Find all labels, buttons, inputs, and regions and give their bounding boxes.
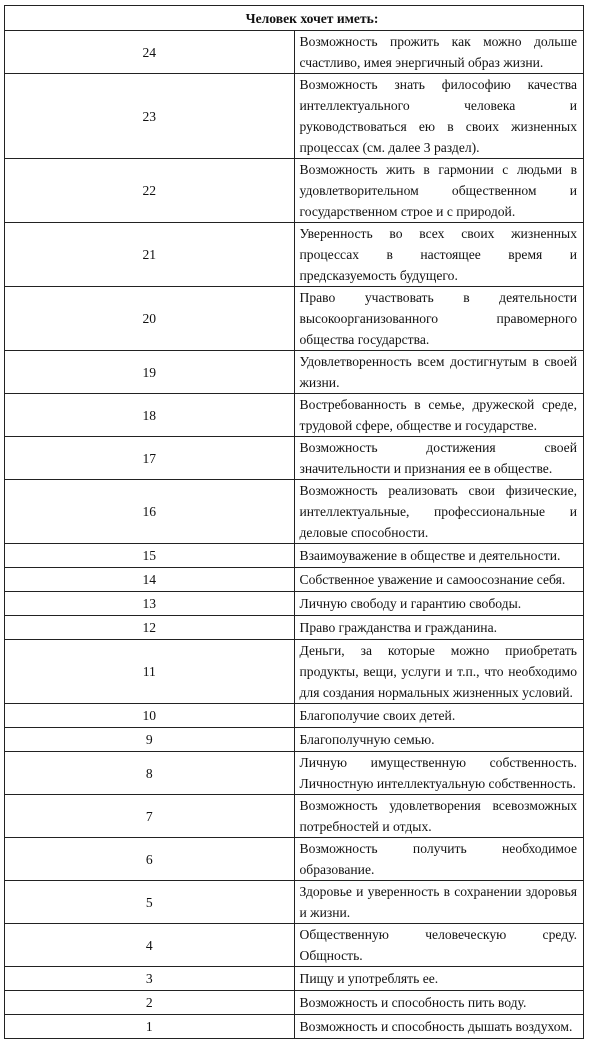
row-number: 4: [5, 924, 295, 967]
row-text: Благополучную семью.: [294, 728, 584, 752]
table-row: [5, 881, 584, 924]
table-row: [5, 1015, 584, 1039]
row-text: Возможность достижения своей значительности и признания ее в обществе.: [294, 437, 584, 480]
row-text: Возможность и способность пить воду.: [294, 991, 584, 1015]
table-row: [5, 752, 584, 795]
table-row: [5, 967, 584, 991]
row-number: 20: [5, 287, 295, 351]
row-text: Удовлетворенность всем достигнутым в своей жизни.: [294, 351, 584, 394]
row-text: Благополучие своих детей.: [294, 704, 584, 728]
row-text: Право участвовать в деятельности высокоорганизованного правомерного общества государства.: [294, 287, 584, 351]
row-text: Возможность прожить как можно дольше счастливо, имея энергичный образ жизни.: [294, 31, 584, 74]
row-number: 18: [5, 394, 295, 437]
table-row: [5, 728, 584, 752]
header-row: [5, 6, 584, 31]
table-row: [5, 592, 584, 616]
table-row: [5, 616, 584, 640]
row-text: Общественную человеческую среду. Общность.: [294, 924, 584, 967]
table-row: [5, 159, 584, 223]
table-row: [5, 223, 584, 287]
table-row: [5, 31, 584, 74]
row-number: 14: [5, 568, 295, 592]
row-text: Личную имущественную собственность. Личностную интеллектуальную собственность.: [294, 752, 584, 795]
row-number: 12: [5, 616, 295, 640]
row-number: 16: [5, 480, 295, 544]
row-text: Право гражданства и гражданина.: [294, 616, 584, 640]
table-row: [5, 287, 584, 351]
table-row: [5, 838, 584, 881]
table-row: [5, 640, 584, 704]
row-text: Пищу и употреблять ее.: [294, 967, 584, 991]
table-row: [5, 544, 584, 568]
row-number: 19: [5, 351, 295, 394]
row-text: Уверенность во всех своих жизненных процессах в настоящее время и предсказуемость будущего.: [294, 223, 584, 287]
table-row: [5, 394, 584, 437]
row-number: 17: [5, 437, 295, 480]
row-number: 5: [5, 881, 295, 924]
table-row: [5, 74, 584, 159]
row-number: 1: [5, 1015, 295, 1039]
row-text: Собственное уважение и самоосознание себя.: [294, 568, 584, 592]
row-text: Возможность знать философию качества интеллектуального человека и руководствоваться ею в своих жизненных процессах (см. далее 3 раздел).: [294, 74, 584, 159]
row-number: 23: [5, 74, 295, 159]
table-row: [5, 704, 584, 728]
row-number: 3: [5, 967, 295, 991]
table-row: [5, 795, 584, 838]
table-row: [5, 480, 584, 544]
row-text: Личную свободу и гарантию свободы.: [294, 592, 584, 616]
table-row: [5, 351, 584, 394]
row-number: 10: [5, 704, 295, 728]
row-number: 11: [5, 640, 295, 704]
needs-table: [4, 5, 584, 1039]
row-text: Возможность получить необходимое образование.: [294, 838, 584, 881]
row-text: Возможность жить в гармонии с людьми в удовлетворительном общественном и государственном строе и с природой.: [294, 159, 584, 223]
row-number: 24: [5, 31, 295, 74]
table-row: [5, 437, 584, 480]
row-text: Возможность удовлетворения всевозможных потребностей и отдых.: [294, 795, 584, 838]
row-number: 9: [5, 728, 295, 752]
table-row: [5, 924, 584, 967]
row-number: 7: [5, 795, 295, 838]
row-number: 22: [5, 159, 295, 223]
row-text: Возможность и способность дышать воздухом.: [294, 1015, 584, 1039]
table-row: [5, 568, 584, 592]
row-text: Возможность реализовать свои физические, интеллектуальные, профессиональные и деловые способности.: [294, 480, 584, 544]
table-title: Человек хочет иметь:: [5, 6, 584, 31]
row-number: 6: [5, 838, 295, 881]
row-text: Востребованность в семье, дружеской среде, трудовой сфере, обществе и государстве.: [294, 394, 584, 437]
row-number: 15: [5, 544, 295, 568]
row-text: Здоровье и уверенность в сохранении здоровья и жизни.: [294, 881, 584, 924]
row-number: 13: [5, 592, 295, 616]
row-text: Взаимоуважение в обществе и деятельности.: [294, 544, 584, 568]
row-number: 21: [5, 223, 295, 287]
row-number: 2: [5, 991, 295, 1015]
row-number: 8: [5, 752, 295, 795]
table-row: [5, 991, 584, 1015]
row-text: Деньги, за которые можно приобретать продукты, вещи, услуги и т.п., что необходимо для создания нормальных жизненных условий.: [294, 640, 584, 704]
